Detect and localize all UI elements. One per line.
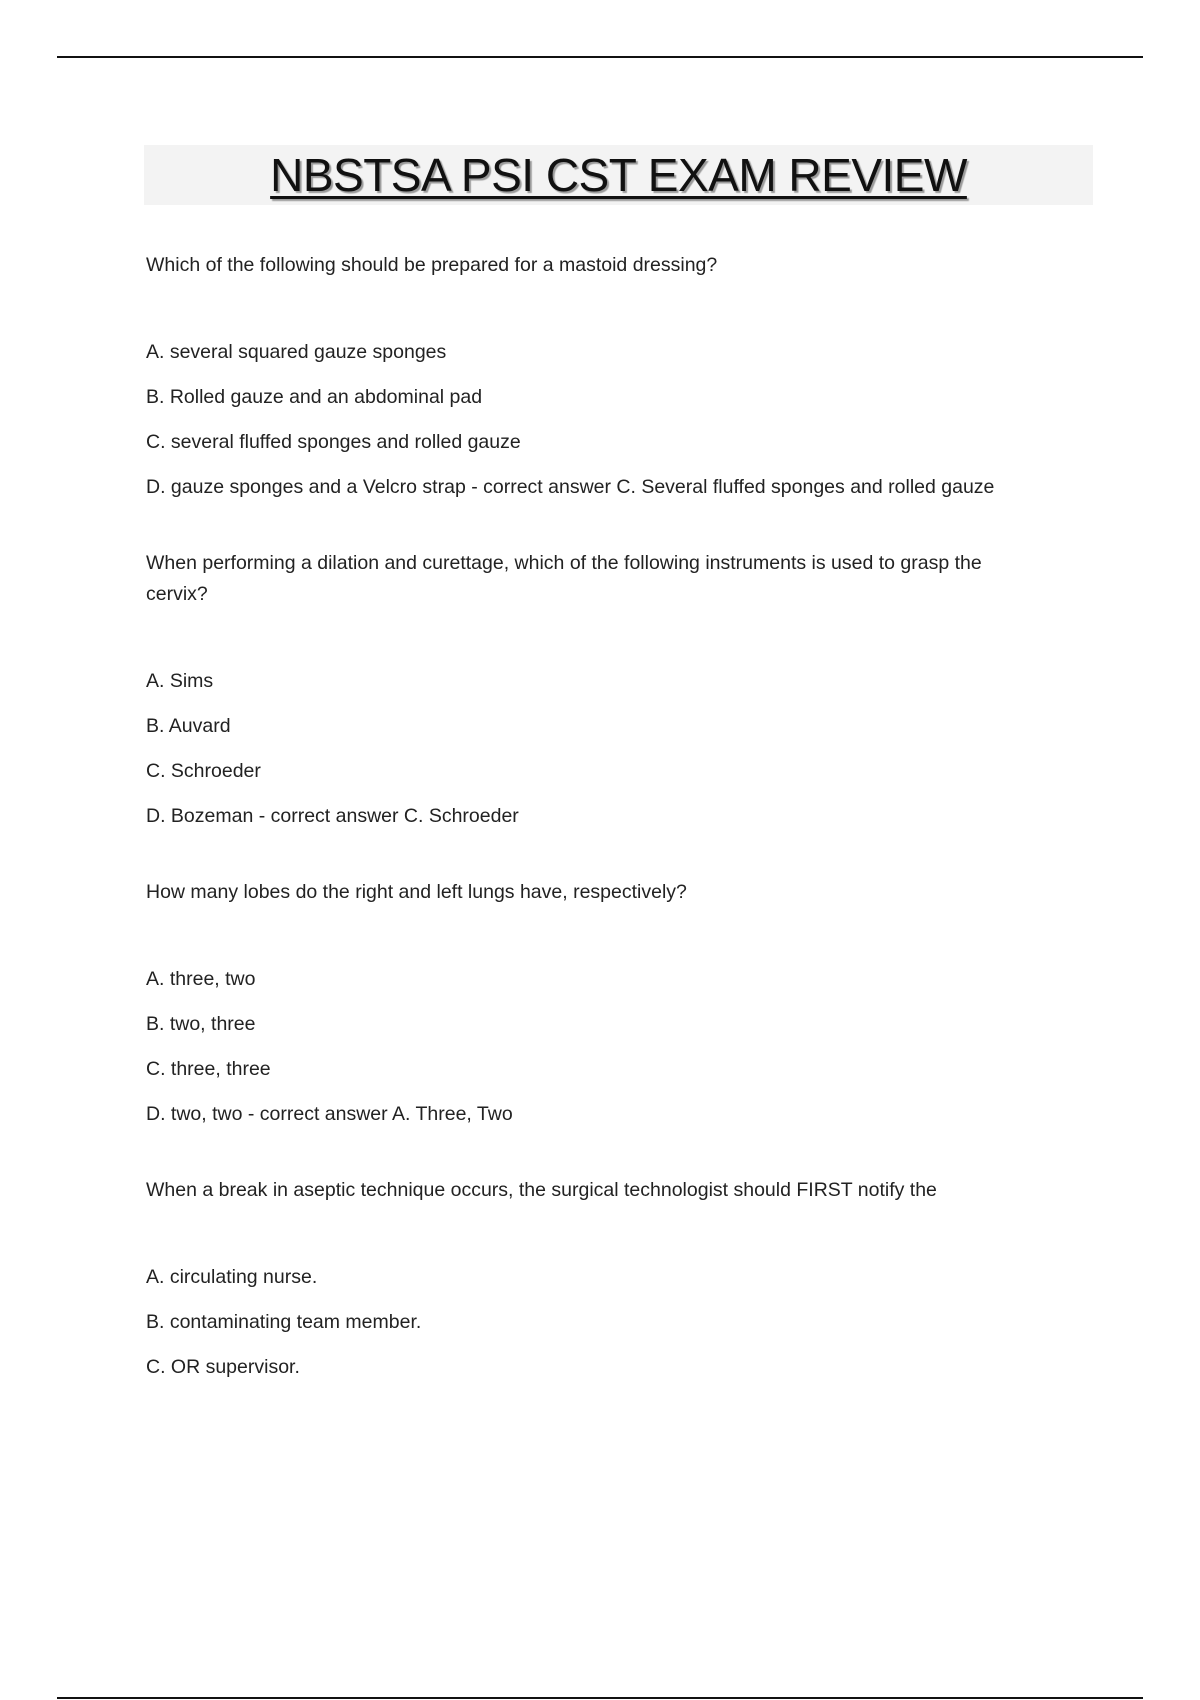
- answer-option: A. Sims: [146, 670, 214, 692]
- answer-option: D. two, two - correct answer A. Three, Two: [146, 1103, 513, 1125]
- answer-option: C. several fluffed sponges and rolled gauze: [146, 431, 521, 453]
- question-text: How many lobes do the right and left lungs have, respectively?: [146, 881, 687, 903]
- answer-option: B. Rolled gauze and an abdominal pad: [146, 386, 483, 408]
- question-text: Which of the following should be prepared for a mastoid dressing?: [146, 254, 718, 276]
- header-rule: [57, 56, 1143, 58]
- question-block-2: [146, 548, 1046, 832]
- answer-option: B. two, three: [146, 1013, 256, 1035]
- document-title: NBSTSA PSI CST EXAM REVIEW: [270, 149, 967, 201]
- answer-option: C. Schroeder: [146, 760, 261, 782]
- answer-options: [146, 964, 1046, 1130]
- question-text: When a break in aseptic technique occurs, the surgical technologist should FIRST notify the: [146, 1179, 937, 1201]
- answer-option: C. OR supervisor.: [146, 1356, 300, 1378]
- answer-option: A. three, two: [146, 968, 256, 990]
- answer-option: D. gauze sponges and a Velcro strap - correct answer C. Several fluffed sponges and rolled gauze: [146, 476, 995, 498]
- answer-option: A. several squared gauze sponges: [146, 341, 447, 363]
- question-block-3: [146, 877, 1046, 1130]
- answer-options: [146, 666, 1046, 832]
- document-body: [146, 250, 1046, 1397]
- answer-options: [146, 337, 1046, 503]
- title-banner: [144, 145, 1093, 205]
- footer-rule: [57, 1697, 1143, 1699]
- answer-option: B. contaminating team member.: [146, 1311, 422, 1333]
- question-block-4: [146, 1175, 1046, 1383]
- answer-option: B. Auvard: [146, 715, 231, 737]
- answer-option: A. circulating nurse.: [146, 1266, 318, 1288]
- answer-option: C. three, three: [146, 1058, 271, 1080]
- answer-options: [146, 1262, 1046, 1383]
- question-block-1: [146, 250, 1046, 503]
- answer-option: D. Bozeman - correct answer C. Schroeder: [146, 805, 519, 827]
- question-text: When performing a dilation and curettage, which of the following instruments is used to grasp the cervix?: [146, 552, 982, 605]
